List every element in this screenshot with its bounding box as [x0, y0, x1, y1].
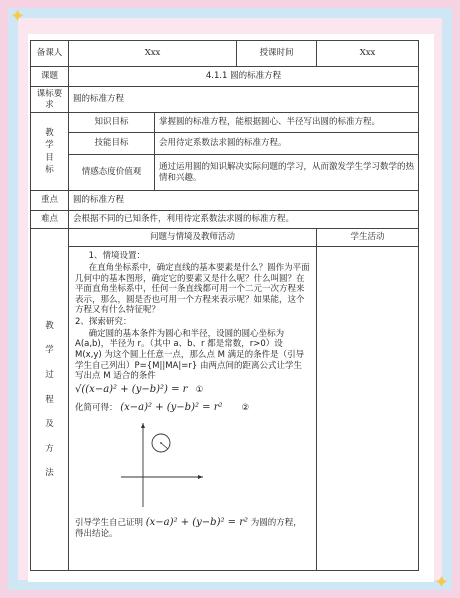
center-point: [160, 442, 162, 444]
conclusion-text: 为圆的方程，得出结论。: [75, 517, 302, 540]
process-content-row: [31, 247, 419, 571]
section-title: 1、情境设置：: [88, 251, 146, 262]
x-axis-arrow-icon: [198, 475, 203, 479]
requirement-label: 课标要求: [31, 87, 69, 113]
preparer-row: [31, 41, 419, 67]
requirement-value: 圆的标准方程: [69, 87, 419, 113]
objective-text: 会用待定系数法求圆的标准方程。: [155, 133, 419, 155]
requirement-row: [31, 87, 419, 113]
conclusion-formula: (x−a)² + (y−b)² = r²: [145, 516, 249, 528]
activities-column-header: 问题与情境及教师活动: [69, 229, 317, 247]
students-column-header: 学生活动: [317, 229, 419, 247]
topic-label: 课题: [31, 67, 69, 87]
objective-row: [31, 155, 419, 191]
process-label: 教 学 过 程 及 方 法: [31, 229, 69, 571]
difficulty-label: 难点: [31, 211, 69, 229]
objectives-label: 教 学 目 标: [31, 113, 69, 191]
time-label: 授课时间: [237, 41, 317, 67]
formula-number: ②: [241, 403, 250, 414]
topic-row: [31, 67, 419, 87]
topic-value: 4.1.1 圆的标准方程: [69, 67, 419, 87]
objective-name: 知识目标: [69, 113, 155, 133]
objective-text: 通过运用圆的知识解决实际问题的学习，从而激发学生学习数学的热情和兴趣。: [155, 155, 419, 191]
simplify-label: 化简可得：: [75, 403, 118, 414]
objective-text: 掌握圆的标准方程，能根据圆心、半径写出圆的标准方程。: [155, 113, 419, 133]
preparer-label: 备课人: [31, 41, 69, 67]
process-header-row: [31, 229, 419, 247]
objective-name: 情感态度价值观: [69, 155, 155, 191]
objective-name: 技能目标: [69, 133, 155, 155]
key-point-label: 重点: [31, 191, 69, 211]
key-point-text: 圆的标准方程: [69, 191, 419, 211]
distance-formula: √((x−a)² + (y−b)²) = r: [75, 383, 188, 395]
key-point-row: [31, 191, 419, 211]
exploration-text: 确定圆的基本条件为圆心和半径，设圆的圆心坐标为 A(a,b)，半径为 r。（其中 a、b、r 都是常数，r>0）设 M(x,y) 为这个圆上任意一点，那么点 M 满足的条件是（引导学生自己列出）P={M||MA|=r} 由两点间的距离公式让学生写出点 M 适合的条件: [75, 328, 305, 382]
star-decoration-icon: ✦: [434, 572, 450, 593]
radius-line: [161, 443, 168, 449]
activities-content: [69, 247, 317, 571]
lesson-plan-table: [30, 40, 419, 571]
objective-row: [31, 133, 419, 155]
y-axis-arrow-icon: [141, 423, 145, 428]
situation-text: 在直角坐标系中，确定直线的基本要素是什么？圆作为平面几何中的基本图形，确定它的要素又是什么呢？什么叫圆？在平面直角坐标系中，任何一条直线都可用一个二元一次方程来表示，那么，圆是否也可用一个方程来表示呢？如果能，这个方程又有什么特征呢？: [75, 262, 310, 316]
objective-row: [31, 113, 419, 133]
difficulty-text: 会根据不同的已知条件，利用待定系数法求圆的标准方程。: [69, 211, 419, 229]
section-title: 2、探索研究：: [75, 317, 132, 327]
formula-number: ①: [195, 384, 204, 395]
standard-formula: (x−a)² + (y−b)² = r²: [120, 402, 223, 414]
preparer-value: Xxx: [69, 41, 237, 67]
circle-coordinate-diagram: [117, 419, 207, 511]
star-decoration-icon: ✦: [10, 6, 26, 27]
time-value: Xxx: [317, 41, 419, 67]
conclusion-intro: 引导学生自己证明: [75, 517, 144, 528]
difficulty-row: [31, 211, 419, 229]
students-content: [317, 247, 419, 571]
